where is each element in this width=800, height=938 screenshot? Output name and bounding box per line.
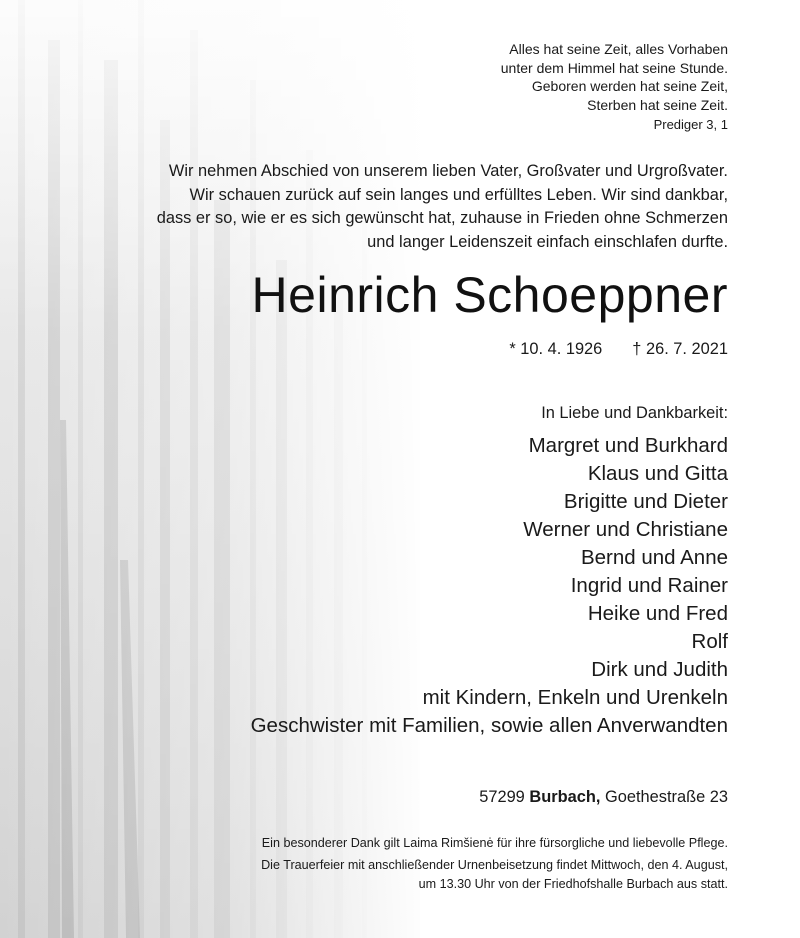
address-zip: 57299 (479, 788, 525, 806)
farewell-line: dass er so, wie er es sich gewünscht hat, zuhause in Frieden ohne Schmerzen (156, 209, 728, 227)
ceremony-note-line2: um 13.30 Uhr von der Friedhofshalle Burbach aus statt. (418, 877, 728, 891)
mourner-name: Margret und Burkhard (528, 434, 728, 457)
mourner-name: Geschwister mit Familien, sowie allen Anverwandten (250, 714, 728, 737)
family-address (479, 786, 728, 808)
deceased-name: Heinrich Schoeppner (251, 267, 728, 323)
mourners-heading: In Liebe und Dankbarkeit: (541, 404, 728, 422)
ceremony-note-line1: Die Trauerfeier mit anschließender Urnenbeisetzung findet Mittwoch, den 4. August, (261, 858, 728, 872)
verse-line: Alles hat seine Zeit, alles Vorhaben (509, 41, 728, 57)
farewell-line: Wir schauen zurück auf sein langes und erfülltes Leben. Wir sind dankbar, (189, 185, 728, 204)
life-dates (509, 338, 728, 360)
mourner-name: Werner und Christiane (523, 518, 728, 541)
notes (261, 834, 728, 894)
mourner-name: Ingrid und Rainer (570, 574, 728, 597)
mourner-name: Rolf (691, 630, 728, 653)
death-date: † 26. 7. 2021 (632, 340, 728, 358)
mourner-name: mit Kindern, Enkeln und Urenkeln (422, 686, 728, 709)
bible-verse (501, 40, 728, 135)
farewell-line: und langer Leidenszeit einfach einschlafen durfte. (367, 232, 728, 251)
thanks-note: Ein besonderer Dank gilt Laima Rimšienė für ihre fürsorgliche und liebevolle Pflege. (261, 836, 728, 850)
verse-reference: Prediger 3, 1 (653, 117, 728, 132)
mourner-name: Heike und Fred (587, 602, 728, 625)
address-city: Burbach, (529, 788, 601, 806)
mourners-list (251, 432, 728, 740)
address-street: Goethestraße 23 (604, 788, 728, 806)
verse-line: Sterben hat seine Zeit. (587, 96, 728, 113)
mourner-name: Bernd und Anne (580, 546, 728, 569)
farewell-text (157, 160, 728, 254)
mourner-name: Klaus und Gitta (587, 462, 728, 485)
birth-date: * 10. 4. 1926 (509, 340, 603, 358)
verse-line: unter dem Himmel hat seine Stunde. (500, 59, 728, 76)
mourner-name: Dirk und Judith (591, 658, 728, 681)
verse-line: Geboren werden hat seine Zeit, (531, 78, 728, 94)
mourner-name: Brigitte und Dieter (563, 490, 728, 513)
farewell-line: Wir nehmen Abschied von unserem lieben Vater, Großvater und Urgroßvater. (168, 162, 728, 180)
